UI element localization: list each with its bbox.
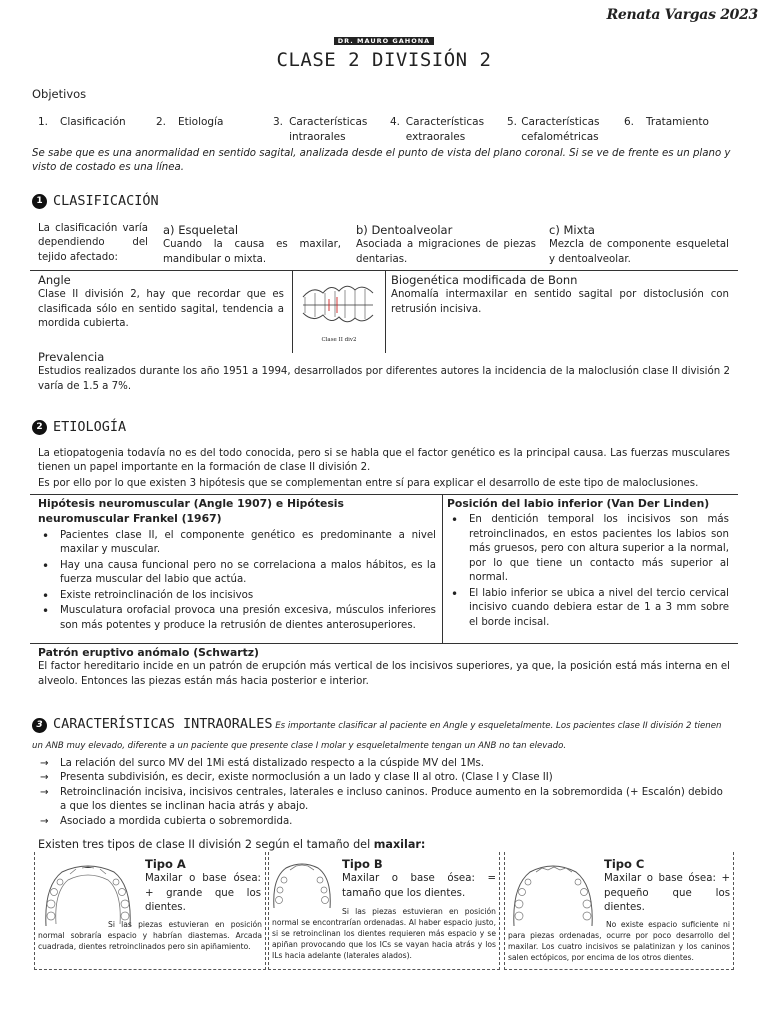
section-note: Es importante clasificar al paciente en Angle y esqueletalmente. Los pacientes clase II división 2 tienen un ANB muy elevado, diferente a un paciente que presente clase I molar y esqueletalmente tengan un ANB no tan elevado. bbox=[32, 721, 722, 751]
objective-item bbox=[390, 115, 507, 145]
list-item: → Retroinclinación incisiva, incisivos centrales, laterales e incluso caninos. Produce aumento en la sobremordida (+ Escalón) debido a que los dientes se inclinan hacia atrás y abajo. bbox=[38, 786, 730, 815]
tipo-a bbox=[145, 856, 261, 916]
classification-b-title: b) Dentoalveolar bbox=[356, 223, 453, 237]
hypothesis-list bbox=[447, 513, 729, 630]
section-title: CARACTERÍSTICAS INTRAORALES bbox=[53, 716, 273, 732]
objective-number: 5. bbox=[507, 116, 518, 128]
angle-block bbox=[38, 272, 284, 332]
eruptive-pattern-block bbox=[38, 645, 730, 689]
etiology-paragraph-2: Es por ello por lo que existen 3 hipótesis que se complementan entre sí para explicar el desarrollo de este tipo de maloclusiones. bbox=[38, 478, 699, 489]
list-item: • Hay una causa funcional pero no se correlaciona a malos hábitos, es la fuerza muscular del labio que actúa. bbox=[38, 559, 436, 588]
figure-caption: Clase II div2 bbox=[321, 337, 357, 343]
bonn-title: Biogenética modificada de Bonn bbox=[391, 273, 578, 287]
eruptive-title: Patrón eruptivo anómalo (Schwartz) bbox=[38, 646, 259, 659]
objective-number: 6. bbox=[624, 116, 635, 128]
divider bbox=[30, 494, 738, 495]
objective-item bbox=[38, 115, 156, 145]
signature: Renata Vargas 2023 bbox=[606, 7, 758, 23]
list-item: → Presenta subdivisión, es decir, existe normoclusión a un lado y clase II al otro. (Clase I y Clase II) bbox=[38, 771, 730, 785]
bonn-text: Anomalía intermaxilar en sentido sagital por distoclusión con retrusión incisiva. bbox=[391, 289, 729, 315]
column-divider bbox=[442, 494, 443, 644]
objective-label: Características intraorales bbox=[289, 116, 368, 143]
section-title: ETIOLOGÍA bbox=[53, 419, 127, 435]
classification-a-title: a) Esqueletal bbox=[163, 223, 239, 237]
occlusion-figure bbox=[292, 271, 386, 353]
objective-number: 3. bbox=[273, 116, 284, 128]
objective-item bbox=[273, 115, 390, 145]
objective-label: Tratamiento bbox=[646, 116, 709, 128]
tipo-name: Tipo B bbox=[342, 857, 383, 871]
objectives-heading: Objetivos bbox=[32, 87, 87, 101]
section-number-badge: 3 bbox=[32, 718, 47, 733]
author-label bbox=[0, 33, 768, 48]
objective-item bbox=[624, 115, 734, 145]
classification-c-title: c) Mixta bbox=[549, 223, 595, 237]
classification-lead: La clasificación varía dependiendo del tejido afectado: bbox=[38, 223, 148, 263]
section-etiologia-heading bbox=[32, 418, 126, 437]
angle-title: Angle bbox=[38, 273, 71, 287]
section-clasificacion-heading bbox=[32, 192, 159, 211]
classification-a bbox=[163, 222, 341, 267]
objective-number: 4. bbox=[390, 116, 401, 128]
objective-label: Clasificación bbox=[60, 116, 126, 128]
prevalence-title: Prevalencia bbox=[38, 350, 105, 364]
section-number-badge: 2 bbox=[32, 420, 47, 435]
section-title: CLASIFICACIÓN bbox=[53, 193, 159, 209]
classification-a-text: Cuando la causa es maxilar, mandibular o mixta. bbox=[163, 239, 341, 265]
tipo-b bbox=[342, 856, 496, 901]
eruptive-text: El factor hereditario incide en un patrón de erupción más vertical de los incisivos superiores, ya que, la posición está más interna en el alveolo. Entonces las piezas están más hacia posterior e interior. bbox=[38, 661, 730, 687]
angle-text: Clase II división 2, hay que recordar que es clasificada sólo en sentido sagital, tendencia a mordida cubierta. bbox=[38, 289, 284, 330]
classification-b bbox=[356, 222, 536, 267]
hypothesis-list bbox=[38, 529, 436, 633]
list-item: • Existe retroinclinación de los incisivos bbox=[38, 589, 436, 603]
tipo-text: Maxilar o base ósea: + grande que los dientes. bbox=[145, 873, 261, 914]
hypothesis-neuromuscular bbox=[38, 496, 436, 634]
tipo-text: Maxilar o base ósea: = tamaño que los dientes. bbox=[342, 873, 496, 899]
objective-item bbox=[156, 115, 273, 145]
section-number-badge: 1 bbox=[32, 194, 47, 209]
objective-label: Características cefalométricas bbox=[521, 116, 600, 143]
tipo-c bbox=[604, 856, 730, 916]
objective-number: 1. bbox=[38, 116, 49, 128]
classification-c bbox=[549, 222, 729, 267]
objectives-list bbox=[38, 115, 748, 145]
classification-c-text: Mezcla de componente esqueletal y dentoalveolar. bbox=[549, 239, 729, 265]
divider bbox=[30, 643, 738, 644]
list-item: • Pacientes clase II, el componente genético es predominante a nivel maxilar y muscular. bbox=[38, 529, 436, 558]
bonn-block bbox=[391, 272, 729, 317]
page-title: CLASE 2 DIVISIÓN 2 bbox=[276, 49, 492, 71]
dental-arch-b-icon bbox=[270, 858, 334, 910]
tipo-a-note: Si las piezas estuvieran en posición normal sobraría espacio y habrían diastemas. Arcada cuadrada, dientes retroinclinados pero sin apiñamiento. bbox=[38, 920, 262, 951]
tipo-text: Maxilar o base ósea: + pequeño que los dientes. bbox=[604, 873, 730, 914]
objective-number: 2. bbox=[156, 116, 167, 128]
list-item: → Asociado a mordida cubierta o sobremordida. bbox=[38, 815, 730, 829]
types-lead-text: Existen tres tipos de clase II división 2 según el tamaño del bbox=[38, 838, 374, 851]
types-lead bbox=[38, 837, 425, 853]
types-lead-bold: maxilar: bbox=[373, 838, 426, 851]
list-item: • En dentición temporal los incisivos son más retroinclinados, en estos pacientes los labios son más gruesos, pero con altura superior a la normal, por lo que tiene un contacto más superior al normal. bbox=[447, 513, 729, 585]
tipo-b-note: Si las piezas estuvieran en posición normal se encontrarían ordenadas. Al haber espacio justo, si se retroinclinan los dientes requieren más espacio y se apiñan provocando que los ICs se vayan hacia atrás y los ILs hacia adelante (laterales alados). bbox=[272, 907, 496, 960]
hypothesis-lower-lip bbox=[447, 496, 729, 631]
intro-text: Se sabe que es una anormalidad en sentido sagital, analizada desde el punto de vista del plano coronal. Si se ve de frente es un plano y visto de costado es una línea. bbox=[32, 148, 731, 174]
prevalence-block bbox=[38, 349, 730, 394]
tipo-name: Tipo C bbox=[604, 857, 645, 871]
hypothesis-title: Hipótesis neuromuscular (Angle 1907) e Hipótesis neuromuscular Frankel (1967) bbox=[38, 497, 344, 526]
objective-item bbox=[507, 115, 624, 145]
prevalence-text: Estudios realizados durante los año 1951 a 1994, desarrollados por diferentes autores la incidencia de la maloclusión clase II división 2 varía de 1.5 a 7%. bbox=[38, 366, 730, 392]
classification-b-text: Asociada a migraciones de piezas dentarias. bbox=[356, 239, 536, 265]
tipo-name: Tipo A bbox=[145, 857, 186, 871]
list-item: • El labio inferior se ubica a nivel del tercio cervical incisivo cuando debiera estar de 1 a 3 mm sobre el borde incisal. bbox=[447, 587, 729, 630]
author-name: DR. MAURO GAHONA bbox=[334, 37, 434, 45]
list-item: • Musculatura orofacial provoca una presión excesiva, músculos inferiores son más potentes y produce la retrusión de dientes anterosuperiores. bbox=[38, 604, 436, 633]
list-item: → La relación del surco MV del 1Mi está distalizado respecto a la cúspide MV del 1Ms. bbox=[38, 757, 730, 771]
section-intraorales bbox=[32, 712, 732, 754]
tipo-c-note: No existe espacio suficiente ni para piezas ordenadas, ocurre por poco desarrollo del maxilar. Los cuatro incisivos se palatinizan y los caninos salen ectópicos, por encima de los otros dientes. bbox=[508, 920, 730, 962]
objective-label: Características extraorales bbox=[405, 116, 485, 143]
etiology-paragraph-1: La etiopatogenia todavía no es del todo conocida, pero si se habla que el factor genético es la principal causa. Las fuerzas musculares tienen un papel importante en la formación de clase II división 2. bbox=[38, 448, 730, 474]
intraoral-list bbox=[38, 757, 730, 829]
objective-label: Etiología bbox=[178, 116, 224, 128]
hypothesis-title: Posición del labio inferior (Van Der Linden) bbox=[447, 497, 710, 510]
